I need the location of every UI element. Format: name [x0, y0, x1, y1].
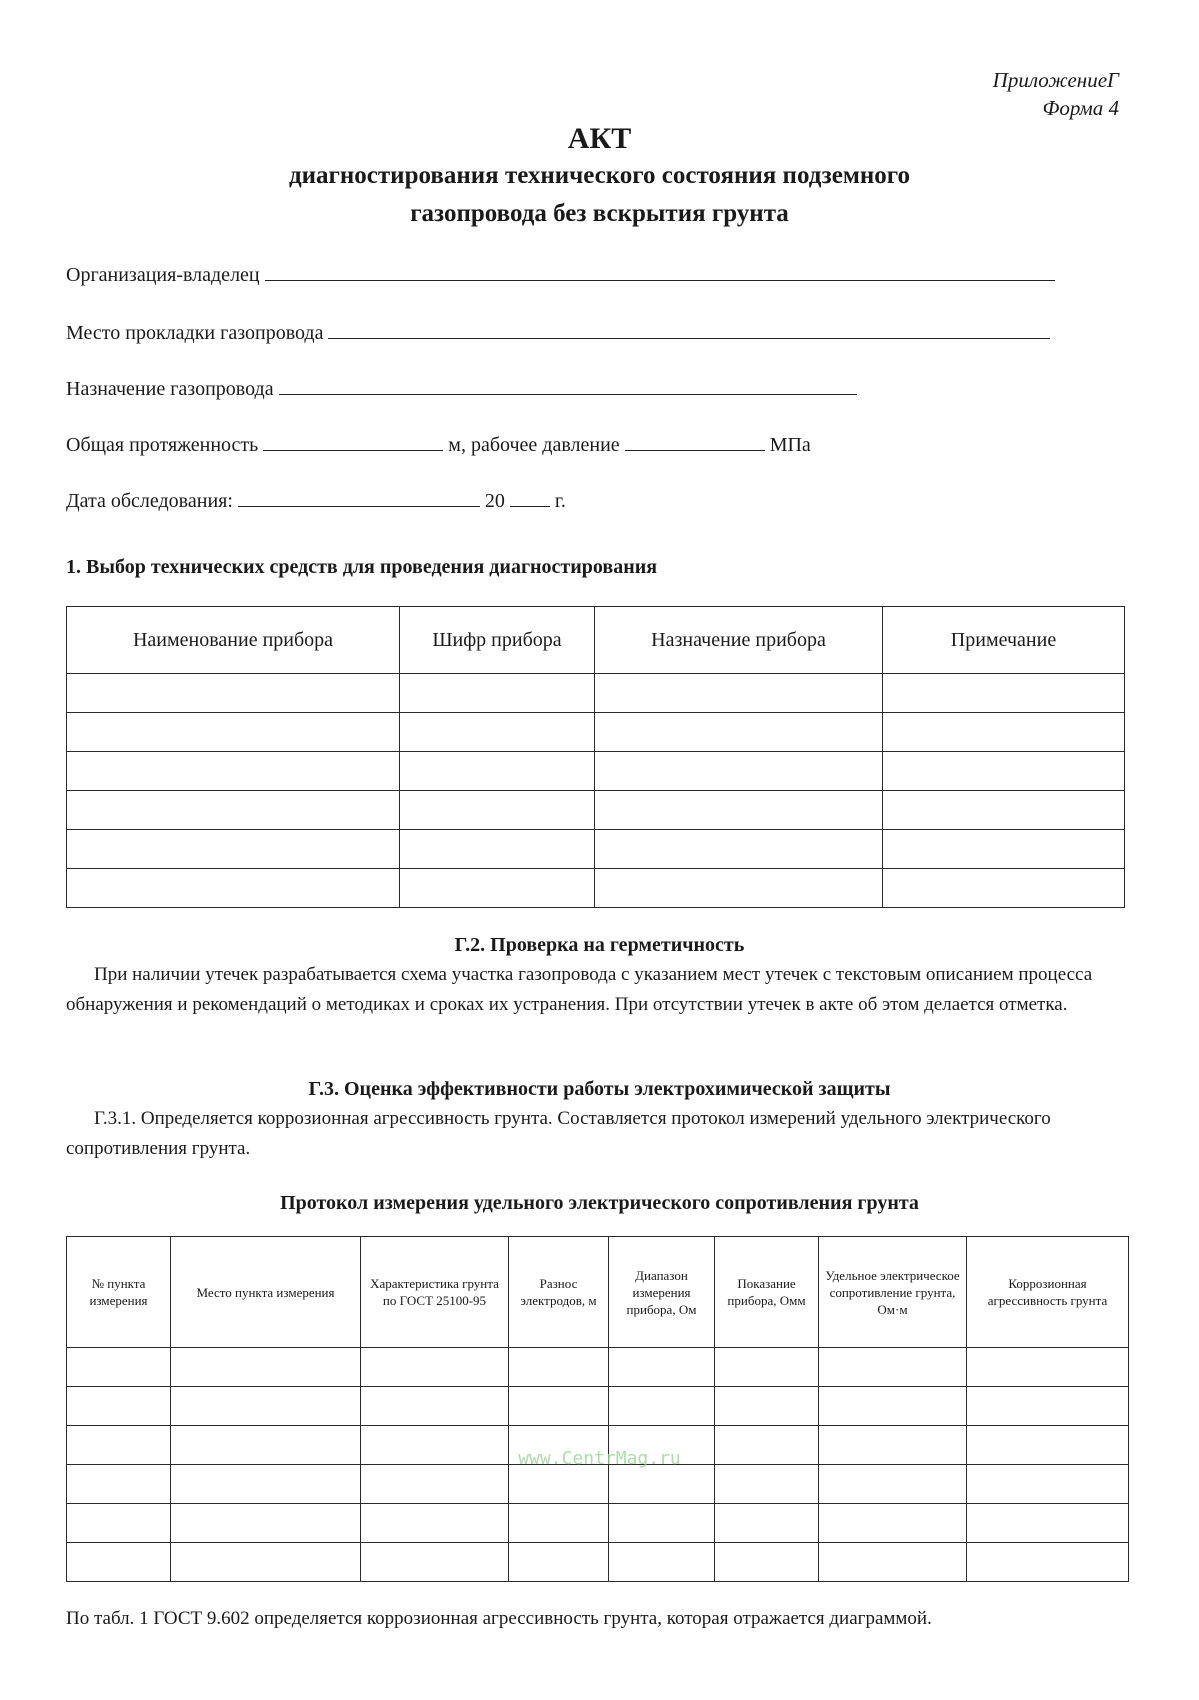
table-cell[interactable]: [67, 1465, 171, 1504]
table-cell[interactable]: [883, 674, 1125, 713]
table-row: [67, 1348, 1129, 1387]
table-cell[interactable]: [67, 791, 400, 830]
table-cell[interactable]: [819, 1465, 967, 1504]
pressure-unit-label: МПа: [769, 434, 811, 456]
table-cell[interactable]: [967, 1348, 1129, 1387]
owner-field: [66, 258, 1055, 288]
length-input-line[interactable]: [263, 428, 443, 451]
table-row: [67, 1543, 1129, 1582]
length-pressure-field: [66, 428, 811, 458]
column-header: Диапазон измерения прибора, Ом: [609, 1237, 715, 1348]
table-cell[interactable]: [967, 1504, 1129, 1543]
table-cell[interactable]: [819, 1387, 967, 1426]
table-cell[interactable]: [883, 713, 1125, 752]
protocol-table: [66, 1236, 1129, 1582]
document-subtitle-line-1: диагностирования технического состояния подземного: [288, 162, 910, 189]
watermark: www.CentrMag.ru: [518, 1448, 681, 1469]
table-cell[interactable]: [361, 1465, 509, 1504]
table-row: [67, 869, 1125, 908]
column-header: Разнос электродов, м: [509, 1237, 609, 1348]
column-header: Шифр прибора: [400, 607, 595, 674]
appendix-label: [993, 66, 1119, 122]
footer-text: По табл. 1 ГОСТ 9.602 определяется коррозионная агрессивность грунта, которая отражается диаграммой.: [66, 1608, 932, 1629]
table-cell[interactable]: [883, 791, 1125, 830]
location-input-line[interactable]: [328, 316, 1050, 339]
table-cell[interactable]: [967, 1465, 1129, 1504]
column-header: Примечание: [883, 607, 1125, 674]
table-cell[interactable]: [595, 752, 883, 791]
section-3-text: [66, 1104, 1126, 1164]
table-cell[interactable]: [400, 674, 595, 713]
column-header: Назначение прибора: [595, 607, 883, 674]
table-cell[interactable]: [967, 1387, 1129, 1426]
table-cell[interactable]: [883, 869, 1125, 908]
length-label: Общая протяженность: [66, 434, 259, 456]
owner-label: Организация-владелец: [66, 264, 260, 286]
table-cell[interactable]: [715, 1348, 819, 1387]
table-cell[interactable]: [67, 830, 400, 869]
table-cell[interactable]: [171, 1504, 361, 1543]
table-row: [67, 1387, 1129, 1426]
table-cell[interactable]: [715, 1543, 819, 1582]
table-row: [67, 1465, 1129, 1504]
table-cell[interactable]: [595, 791, 883, 830]
date-input-line[interactable]: [238, 484, 480, 507]
table-cell[interactable]: [819, 1348, 967, 1387]
table-cell[interactable]: [509, 1387, 609, 1426]
table-cell[interactable]: [595, 674, 883, 713]
section-3-paragraph: Г.3.1. Определяется коррозионная агрессивность грунта. Составляется протокол измерений удельного электрического сопротивления грунта.: [66, 1108, 1051, 1159]
form-number: Форма 4: [1042, 96, 1119, 120]
date-field: [66, 484, 566, 514]
table-cell[interactable]: [819, 1504, 967, 1543]
purpose-label: Назначение газопровода: [66, 378, 274, 400]
table-cell[interactable]: [400, 830, 595, 869]
table-cell[interactable]: [819, 1543, 967, 1582]
table-cell[interactable]: [715, 1504, 819, 1543]
table-cell[interactable]: [609, 1387, 715, 1426]
table-cell[interactable]: [67, 1387, 171, 1426]
table-cell[interactable]: [67, 1504, 171, 1543]
column-header: Показание прибора, Омм: [715, 1237, 819, 1348]
column-header: Место пункта измерения: [171, 1237, 361, 1348]
section-3-heading: Г.3. Оценка эффективности работы электрохимической защиты: [308, 1078, 891, 1100]
table-cell[interactable]: [67, 1348, 171, 1387]
length-unit-label: м, рабочее давление: [448, 434, 620, 456]
table-cell[interactable]: [361, 1387, 509, 1426]
table-cell[interactable]: [67, 713, 400, 752]
table-cell[interactable]: [400, 752, 595, 791]
table-cell[interactable]: [883, 830, 1125, 869]
table-cell[interactable]: [361, 1348, 509, 1387]
table-cell[interactable]: [171, 1348, 361, 1387]
table-cell[interactable]: [361, 1504, 509, 1543]
section-2-heading: Г.2. Проверка на герметичность: [454, 934, 745, 956]
table-cell[interactable]: [609, 1543, 715, 1582]
owner-input-line[interactable]: [265, 258, 1055, 281]
table-cell[interactable]: [609, 1348, 715, 1387]
table-cell[interactable]: [400, 713, 595, 752]
table-cell[interactable]: [595, 830, 883, 869]
table-cell[interactable]: [609, 1504, 715, 1543]
year-prefix: 20: [484, 490, 505, 512]
table-cell[interactable]: [715, 1387, 819, 1426]
table-cell[interactable]: [67, 1543, 171, 1582]
table-cell[interactable]: [171, 1387, 361, 1426]
location-label: Место прокладки газопровода: [66, 322, 324, 344]
table-cell[interactable]: [509, 1543, 609, 1582]
table-cell[interactable]: [595, 713, 883, 752]
table-row: [67, 791, 1125, 830]
table-cell[interactable]: [67, 869, 400, 908]
pressure-input-line[interactable]: [625, 428, 765, 451]
column-header: № пункта измерения: [67, 1237, 171, 1348]
date-label: Дата обследования:: [66, 490, 233, 512]
table-cell[interactable]: [509, 1504, 609, 1543]
purpose-field: [66, 372, 857, 402]
instruments-table-header: [67, 607, 1125, 674]
table-row: [67, 713, 1125, 752]
document-title: АКТ: [567, 122, 632, 155]
table-cell[interactable]: [400, 791, 595, 830]
table-cell[interactable]: [67, 674, 400, 713]
table-cell[interactable]: [715, 1465, 819, 1504]
document-subtitle-line-2: газопровода без вскрытия грунта: [410, 200, 789, 227]
table-cell[interactable]: [595, 869, 883, 908]
table-cell[interactable]: [883, 752, 1125, 791]
column-header: Коррозионная агрессивность грунта: [967, 1237, 1129, 1348]
table-row: [67, 674, 1125, 713]
instruments-table: [66, 606, 1125, 908]
table-row: [67, 752, 1125, 791]
table-row: [67, 830, 1125, 869]
table-cell[interactable]: [67, 752, 400, 791]
appendix-number: ПриложениеГ: [992, 68, 1119, 92]
section-2-paragraph: При наличии утечек разрабатывается схема участка газопровода с указанием мест утечек с текстовым описанием процесса обнаружения и рекомендаций о методиках и сроках их устранения. При отсутствии утечек в акте об этом делается отметка.: [66, 964, 1093, 1015]
protocol-table-header: [67, 1237, 1129, 1348]
column-header: Удельное электрическое сопротивление грунта, Ом·м: [819, 1237, 967, 1348]
table-cell[interactable]: [609, 1465, 715, 1504]
table-row: [67, 1504, 1129, 1543]
table-cell[interactable]: [171, 1465, 361, 1504]
table-cell[interactable]: [361, 1543, 509, 1582]
purpose-input-line[interactable]: [279, 372, 857, 395]
column-header: Характеристика грунта по ГОСТ 25100-95: [361, 1237, 509, 1348]
location-field: [66, 316, 1050, 346]
section-2-text: [66, 960, 1126, 1020]
table-cell[interactable]: [509, 1465, 609, 1504]
year-input-line[interactable]: [510, 484, 550, 507]
protocol-title: Протокол измерения удельного электрического сопротивления грунта: [280, 1192, 919, 1214]
year-suffix: г.: [554, 490, 566, 512]
table-cell[interactable]: [400, 869, 595, 908]
table-cell[interactable]: [171, 1543, 361, 1582]
table-cell[interactable]: [509, 1348, 609, 1387]
section-1-heading: 1. Выбор технических средств для проведения диагностирования: [66, 556, 658, 578]
table-cell[interactable]: [967, 1543, 1129, 1582]
column-header: Наименование прибора: [67, 607, 400, 674]
